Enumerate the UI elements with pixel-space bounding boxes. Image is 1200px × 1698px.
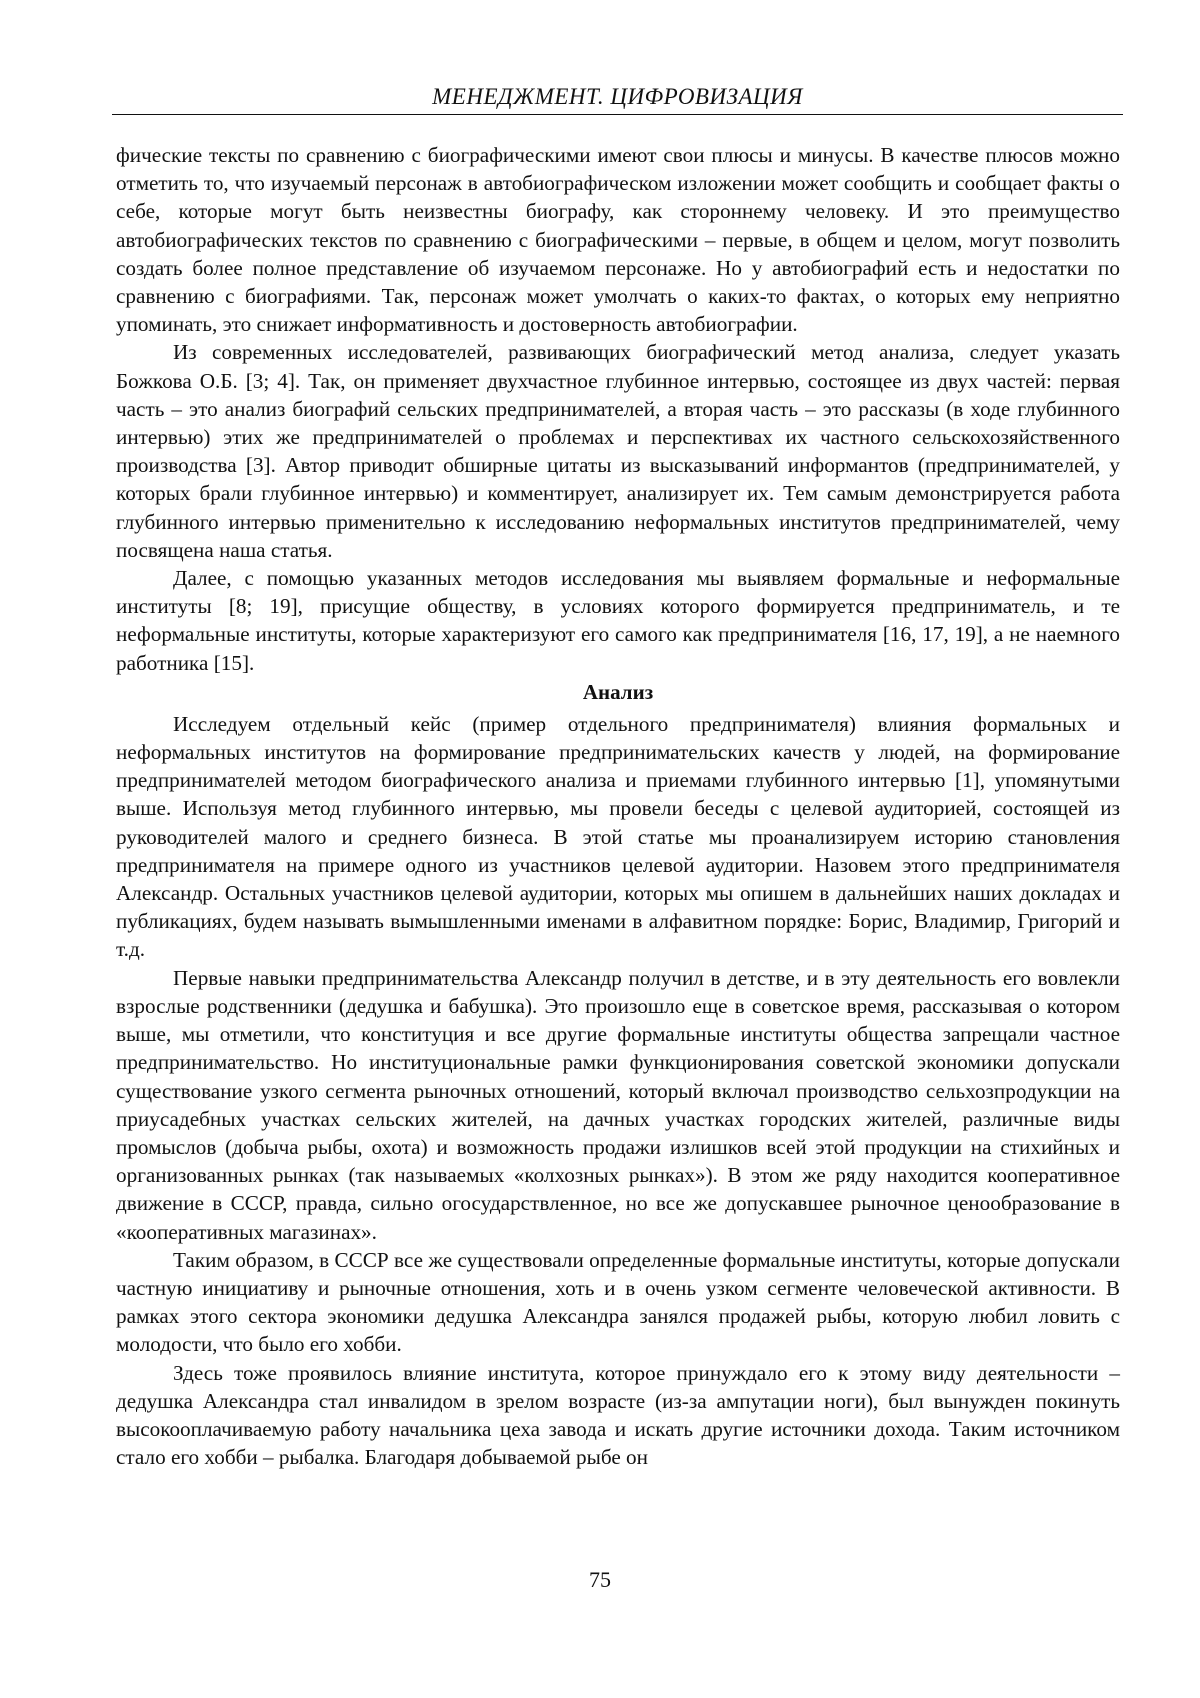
paragraph: Далее, с помощью указанных методов исследования мы выявляем формальные и неформальные институты [8; 19], присущие обществу, в условиях которого формируется предприниматель, и те неформальные институты, которые характеризуют его самого как предпринимателя [16, 17, 19], а не наемного работника [15]. (116, 566, 1120, 675)
paragraph: фические тексты по сравнению с биографическими имеют свои плюсы и минусы. В качестве плюсов можно отметить то, что изучаемый персонаж в автобиографическом изложении может сообщить и сообщает факты о себе, которые могут быть неизвестны биографу, как стороннему человеку. И это преимущество автобиографических текстов по сравнению с биографическими – первые, в общем и целом, могут позволить создать более полное представление об изучаемом персонаже. Но у автобиографий есть и недостатки по сравнению с биографиями. Так, персонаж может умолчать о каких-то фактах, о которых ему неприятно упоминать, это снижает информативность и достоверность автобиографии. (116, 143, 1120, 337)
paragraph: Исследуем отдельный кейс (пример отдельного предпринимателя) влияния формальных и неформальных институтов на формирование предпринимательских качеств у людей, на формирование предпринимателей методом биографического анализа и приемами глубинного интервью [1], упомянутыми выше. Используя метод глубинного интервью, мы провели беседы с целевой аудиторией, состоящей из руководителей малого и среднего бизнеса. В этой статье мы проанализируем историю становления предпринимателя на примере одного из участников целевой аудитории. Назовем этого предпринимателя Александр. Остальных участников целевой аудитории, которых мы опишем в дальнейших наших докладах и публикациях, будем называть вымышленными именами в алфавитном порядке: Борис, Владимир, Григорий и т.д. (116, 711, 1120, 962)
page-number: 75 (589, 1567, 611, 1592)
running-header: МЕНЕДЖМЕНТ. ЦИФРОВИЗАЦИЯ (432, 84, 803, 109)
header-rule (112, 114, 1123, 115)
paragraph: Здесь тоже проявилось влияние института, которое принуждало его к этому виду деятельности – дедушка Александра стал инвалидом в зрелом возрасте (из-за ампутации ноги), был вынужден покинуть высокооплачиваемую работу начальника цеха завода и искать другие источники дохода. Таким источником стало его хобби – рыбалка. Благодаря добываемой рыбе он (116, 1360, 1120, 1470)
paragraph: Первые навыки предпринимательства Александр получил в детстве, и в эту деятельность его вовлекли взрослые родственники (дедушка и бабушка). Это произошло еще в советское время, рассказывая о котором выше, мы отметили, что конституция и все другие формальные институты общества запрещали частное предпринимательство. Но институциональные рамки функционирования советской экономики допускали существование узкого сегмента рыночных отношений, который включал производство сельхозпродукции на приусадебных участках сельских жителей, на дачных участках городских жителей, различные виды промыслов (добыча рыбы, охота) и возможность продажи излишков всей этой продукции на стихийных и организованных рынках (так называемых «колхозных рынках»). В этом же ряду находится кооперативное движение в СССР, правда, сильно огосударствленное, но все же допускавшее рыночное ценообразование в «кооперативных магазинах». (116, 965, 1120, 1244)
paragraph: Из современных исследователей, развивающих биографический метод анализа, следует указать Божкова О.Б. [3; 4]. Так, он применяет двухчастное глубинное интервью, состоящее из двух частей: первая часть – это анализ биографий сельских предпринимателей, а вторая часть – это рассказы (в ходе глубинного интервью) этих же предпринимателей о проблемах и перспективах их частного сельскохозяйственного производства [3]. Автор приводит обширные цитаты из высказываний информантов (предпринимателей, у которых брали глубинное интервью) и комментирует, анализирует их. Тем самым демонстрируется работа глубинного интервью применительно к исследованию неформальных институтов предпринимателей, чему посвящена наша статья. (116, 340, 1120, 562)
body-text (116, 141, 1120, 1471)
paragraph: Таким образом, в СССР все же существовали определенные формальные институты, которые допускали частную инициативу и рыночные отношения, хоть и в очень узком сегменте человеческой активности. В рамках этого сектора экономики дедушка Александра занялся продажей рыбы, которую любил ловить с молодости, что было его хобби. (116, 1247, 1120, 1357)
section-heading: Анализ (582, 679, 654, 704)
